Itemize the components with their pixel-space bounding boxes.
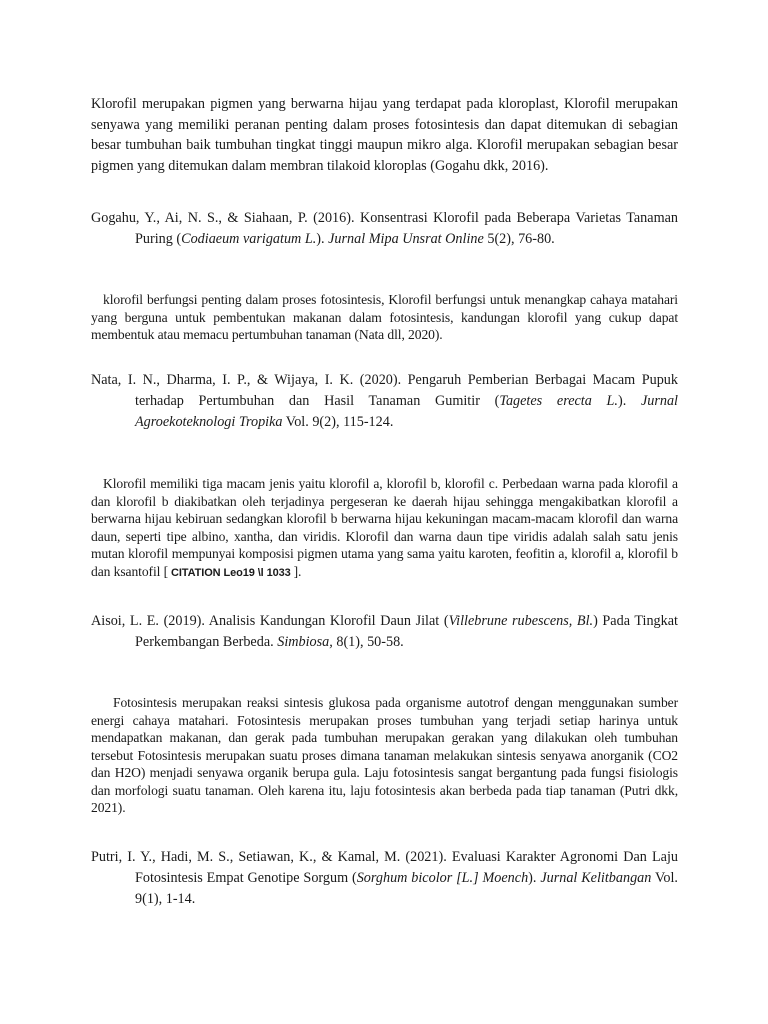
citation-field-code: CITATION Leo19 \l 1033 — [168, 566, 294, 579]
reference-nata-2020: Nata, I. N., Dharma, I. P., & Wijaya, I. K. (2020). Pengaruh Pemberian Berbagai Macam Pupuk terhadap Pertumbuhan dan Hasil Tanaman Gumitir (Tagetes erecta L.). Jurnal Agroekoteknologi Tropika Vol. 9(2), 115-124. — [91, 372, 678, 430]
paragraph-klorofil-function: klorofil berfungsi penting dalam proses fotosintesis, Klorofil berfungsi untuk menangkap cahaya matahari yang berguna untuk pembentukan makanan dalam fotosintesis, kandungan klorofil yang cukup dapat membentuk atau memacu pertumbuhan tanaman (Nata dll, 2020). — [91, 292, 678, 342]
reference-putri-2021: Putri, I. Y., Hadi, M. S., Setiawan, K., & Kamal, M. (2021). Evaluasi Karakter Agronomi Dan Laju Fotosintesis Empat Genotipe Sorgum (Sorghum bicolor [L.] Moench). Jurnal Kelitbangan Vol. 9(1), 1-14. — [91, 849, 678, 907]
paragraph-klorofil-definition: Klorofil merupakan pigmen yang berwarna hijau yang terdapat pada kloroplast, Klorofil merupakan senyawa yang memiliki peranan penting dalam proses fotosintesis dan dapat ditemukan di sebagian besar tumbuhan baik tumbuhan tingkat tinggi maupun mikro alga. Klorofil merupakan sebagian besar pigmen yang ditemukan dalam membran tilakoid kloroplas (Gogahu dkk, 2016). — [91, 96, 678, 174]
reference-gogahu-2016: Gogahu, Y., Ai, N. S., & Siahaan, P. (2016). Konsentrasi Klorofil pada Beberapa Varietas Tanaman Puring (Codiaeum varigatum L.). Jurnal Mipa Unsrat Online 5(2), 76-80. — [91, 210, 678, 247]
paragraph-klorofil-types: Klorofil memiliki tiga macam jenis yaitu klorofil a, klorofil b, klorofil c. Perbedaan warna pada klorofil a dan klorofil b diakibatkan oleh terjadinya pergeseran ke daerah hijau sehingga mengakibatkan klorofil a berwarna hijau kebiruan sedangkan klorofil b berwarna hijau kekuningan macam-macam klorofil dan warna daun, seperti tipe albino, xantha, dan viridis. Klorofil dan warna daun tipe viridis adalah salah satu jenis mutan klorofil mempunyai komposisi pigmen utama yang sama yaitu karoten, feofitin a, klorofil a, klorofil b dan ksantofil [ CITATION Leo19 \l 1033 ]. — [91, 476, 678, 579]
reference-aisoi-2019: Aisoi, L. E. (2019). Analisis Kandungan Klorofil Daun Jilat (Villebrune rubescens, Bl.) Pada Tingkat Perkembangan Berbeda. Simbiosa, 8(1), 50-58. — [91, 613, 678, 650]
paragraph-fotosintesis: Fotosintesis merupakan reaksi sintesis glukosa pada organisme autotrof dengan menggunakan sumber energi cahaya matahari. Fotosintesis merupakan proses tumbuhan yang terjadi setiap harinya untuk mendapatkan makanan, dan gerak pada tumbuhan merupakan gerakan yang dilakukan oleh tumbuhan tersebut Fotosintesis merupakan suatu proses dimana tanaman melakukan sintesis senyawa anorganik (CO2 dan H2O) menjadi senyawa organik berupa gula. Laju fotosintesis sangat bergantung pada fungsi fisiologis dan morfologi suatu tanaman. Oleh karena itu, laju fotosintesis akan berbeda pada tiap tanaman (Putri dkk, 2021). — [91, 695, 678, 815]
